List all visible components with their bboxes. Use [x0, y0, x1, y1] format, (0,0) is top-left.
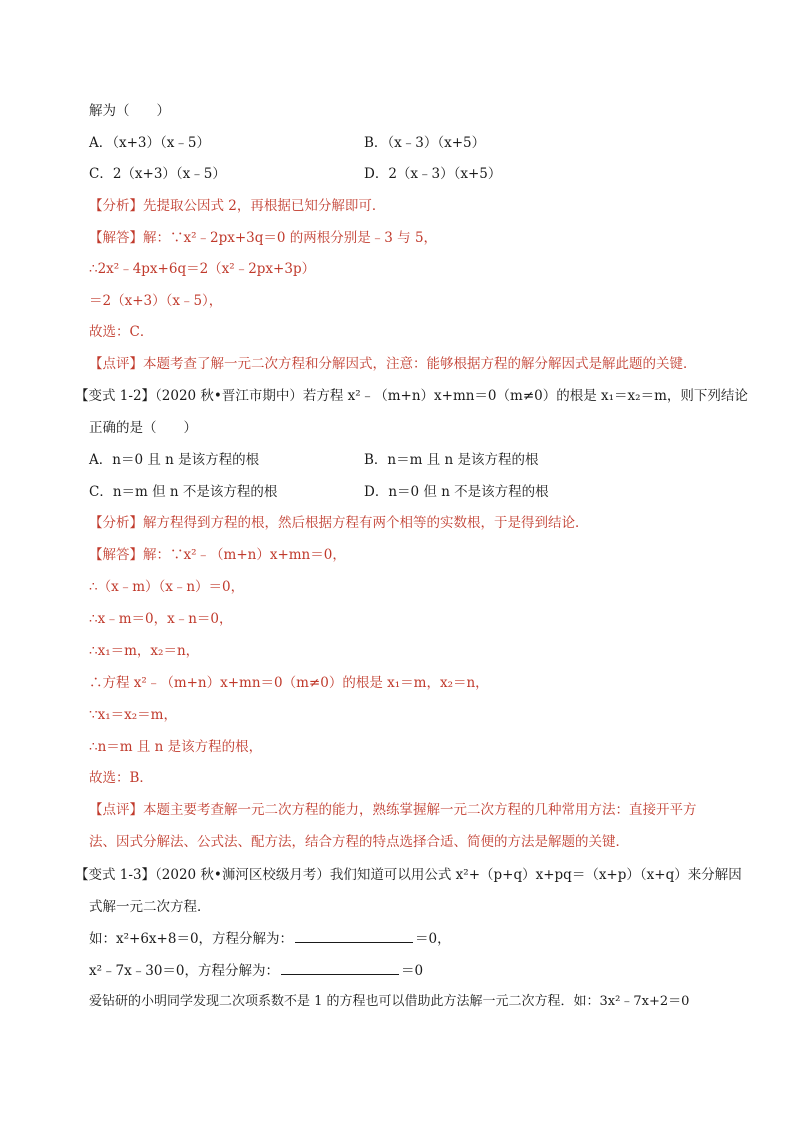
- q2-analysis: [89, 513, 589, 533]
- answer-blank-1[interactable]: [295, 929, 413, 943]
- q3-ex1-suffix: ＝0，: [415, 931, 451, 947]
- q2-option-b: B．n＝m 且 n 是该方程的根: [364, 452, 539, 468]
- q3-stem-line-1: [75, 865, 742, 885]
- q2-stem-line-2: 正确的是（ ）: [89, 420, 197, 436]
- q1-stem-tail: 解为（ ）: [89, 103, 170, 119]
- analysis-tag: 【分析】: [89, 515, 143, 531]
- q3-ex2-suffix: ＝0: [401, 963, 424, 979]
- q1-option-a: A．（x+3）（x﹣5）: [89, 135, 210, 151]
- q2-stem-text: （2020 秋•晋江市期中）若方程 x²﹣（m+n）x+mn＝0（m≠0）的根是 x₁＝x₂＝m，则下列结论: [155, 388, 748, 404]
- solution-tag: 【解答】: [89, 230, 143, 246]
- analysis-text: 先提取公因式 2，再根据已知分解即可．: [143, 198, 386, 214]
- q2-comment-line-2: 法、因式分解法、公式法、配方法，结合方程的特点选择合适、简便的方法是解题的关键．: [89, 834, 629, 850]
- comment-tag: 【点评】: [89, 802, 143, 818]
- q1-solution-line-4: 故选：C．: [89, 324, 154, 340]
- q3-label: 【变式 1-3】: [75, 867, 156, 883]
- q2-option-a: A．n＝0 且 n 是该方程的根: [89, 452, 260, 468]
- q2-stem-line-1: [75, 386, 748, 406]
- comment-text: 本题主要考查解一元二次方程的能力，熟练掌握解一元二次方程的几种常用方法：直接开平方: [143, 802, 697, 818]
- q3-stem-text: （2020 秋•浉河区校级月考）我们知道可以用公式 x²+（p+q）x+pq＝（x+p）（x+q）来分解因: [155, 867, 742, 883]
- q2-solution-line-4: ∴x₁＝m，x₂＝n，: [89, 643, 200, 659]
- analysis-text: 解方程得到方程的根，然后根据方程有两个相等的实数根，于是得到结论．: [143, 515, 589, 531]
- comment-text: 本题考查了解一元二次方程和分解因式，注意：能够根据方程的解分解因式是解此题的关键．: [143, 356, 697, 372]
- solution-tag: 【解答】: [89, 547, 143, 563]
- q2-solution-line-1: [89, 545, 346, 565]
- q2-solution-line-7: ∴n＝m 且 n 是该方程的根，: [89, 739, 263, 755]
- q3-stem-line-2: 式解一元二次方程．: [89, 899, 211, 915]
- q1-option-d: D．2（x﹣3）（x+5）: [364, 166, 502, 182]
- solution-text: 解：∵x²﹣（m+n）x+mn＝0，: [143, 547, 346, 563]
- q1-option-c: C．2（x+3）（x﹣5）: [89, 166, 226, 182]
- q1-option-b: B．（x﹣3）（x+5）: [364, 135, 486, 151]
- q3-example-2: [89, 961, 423, 981]
- q3-last-line: 爱钻研的小明同学发现二次项系数不是 1 的方程也可以借助此方法解一元二次方程．如：3x²﹣7x+2＝0: [89, 994, 690, 1009]
- q2-label: 【变式 1-2】: [75, 388, 156, 404]
- analysis-tag: 【分析】: [89, 198, 143, 214]
- q1-solution-line-2: ∴2x²﹣4px+6q＝2（x²﹣2px+3p）: [89, 261, 316, 277]
- q2-comment-line-1: [89, 800, 697, 820]
- q1-solution-line-3: ＝2（x+3）（x﹣5），: [89, 293, 223, 309]
- q2-option-d: D．n＝0 但 n 不是该方程的根: [364, 484, 549, 500]
- q2-solution-line-8: 故选：B．: [89, 770, 153, 786]
- q2-solution-line-2: ∴（x﹣m）（x﹣n）＝0，: [89, 579, 245, 595]
- q2-option-c: C．n＝m 但 n 不是该方程的根: [89, 484, 278, 500]
- answer-blank-2[interactable]: [281, 961, 399, 975]
- q3-ex2-prefix: x²﹣7x﹣30＝0，方程分解为：: [89, 963, 279, 979]
- q2-solution-line-5: ∴方程 x²﹣（m+n）x+mn＝0（m≠0）的根是 x₁＝m，x₂＝n，: [89, 675, 489, 691]
- q2-solution-line-6: ∵x₁＝x₂＝m，: [89, 707, 177, 723]
- q3-example-1: [89, 929, 451, 949]
- q1-analysis: [89, 196, 385, 216]
- q2-solution-line-3: ∴x﹣m＝0，x﹣n＝0，: [89, 611, 233, 627]
- solution-text: 解：∵x²﹣2px+3q＝0 的两根分别是﹣3 与 5，: [143, 230, 438, 246]
- comment-tag: 【点评】: [89, 356, 143, 372]
- q1-solution-line-1: [89, 228, 437, 248]
- q3-ex1-prefix: 如：x²+6x+8＝0，方程分解为：: [89, 931, 294, 947]
- q1-comment: [89, 354, 697, 374]
